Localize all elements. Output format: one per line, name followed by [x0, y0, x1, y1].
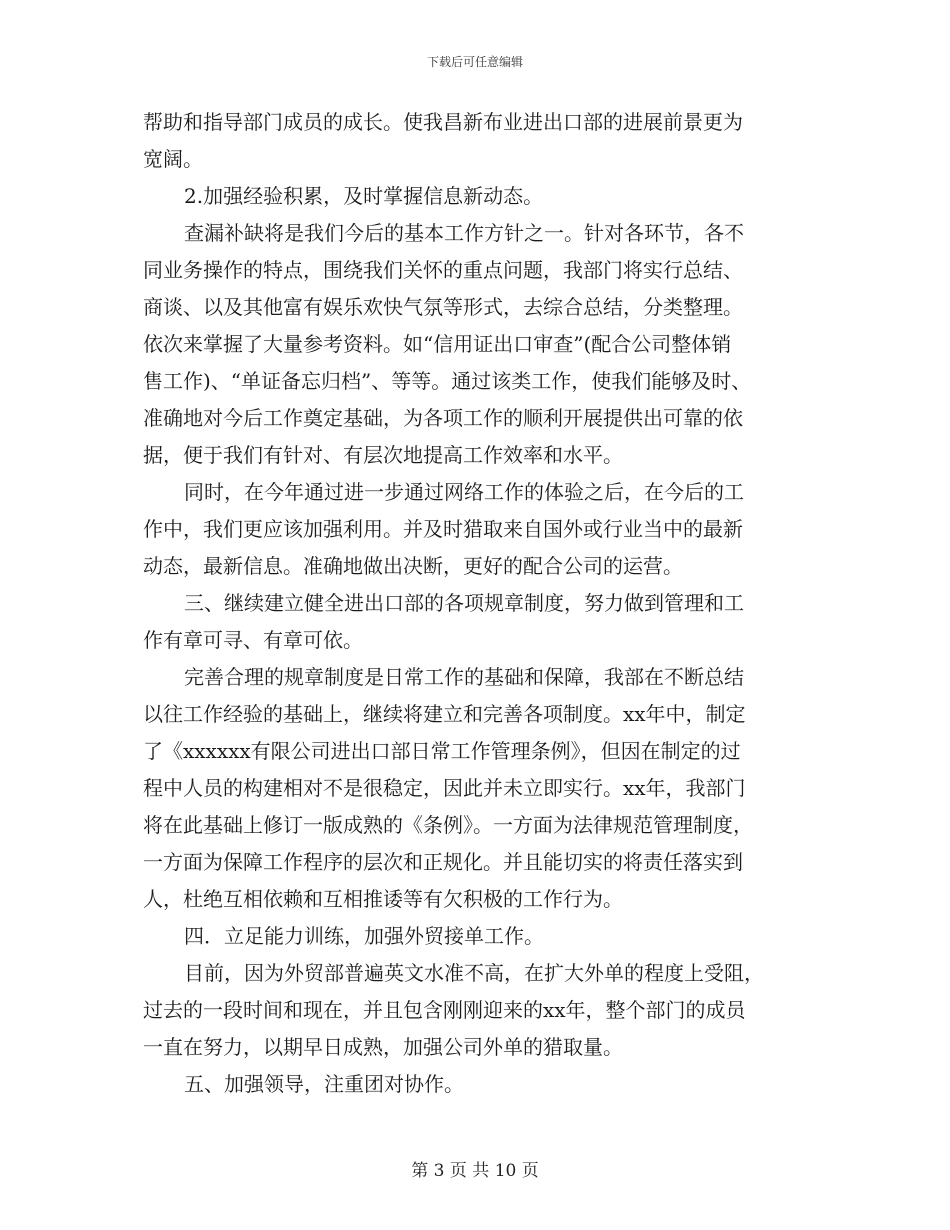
text-line: 售工作)、“单证备忘归档”、等等。通过该类工作，使我们能够及时、 — [143, 369, 752, 393]
text-line: 目前，因为外贸部普遍英文水准不高，在扩大外单的程度上受阻， — [184, 961, 764, 985]
text-line: 准确地对今后工作奠定基础，为各项工作的顺利开展提供出可靠的依 — [143, 406, 743, 430]
text-line: 动态，最新信息。准确地做出决断，更好的配合公司的运营。 — [143, 554, 683, 578]
text-line: 同时，在今年通过进一步通过网络工作的体验之后，在今后的工 — [184, 480, 744, 504]
text-line: 2.加强经验积累，及时掌握信息新动态。 — [184, 184, 544, 208]
text-line: 帮助和指导部门成员的成长。使我昌新布业进出口部的进展前景更为 — [143, 110, 743, 134]
text-line: 商谈、以及其他富有娱乐欢快气氛等形式，去综合总结，分类整理。 — [143, 295, 743, 319]
text-line: 据，便于我们有针对、有层次地提高工作效率和水平。 — [143, 443, 623, 467]
text-line: 以往工作经验的基础上，继续将建立和完善各项制度。xx年中，制定 — [143, 702, 746, 726]
text-line: 三、继续建立健全进出口部的各项规章制度，努力做到管理和工 — [184, 591, 744, 615]
text-line: 作有章可寻、有章可依。 — [143, 628, 363, 652]
document-body — [143, 104, 823, 1103]
text-line: 完善合理的规章制度是日常工作的基础和保障，我部在不断总结 — [184, 665, 744, 689]
text-line: 过去的一段时间和现在，并且包含刚刚迎来的xx年，整个部门的成员 — [143, 998, 746, 1022]
text-line: 程中人员的构建相对不是很稳定，因此并未立即实行。xx年，我部门 — [143, 776, 746, 800]
text-line: 五、加强领导，注重团对协作。 — [184, 1072, 464, 1096]
page-header: 下载后可任意编辑 — [426, 55, 523, 69]
text-line: 作中，我们更应该加强利用。并及时猎取来自国外或行业当中的最新 — [143, 517, 743, 541]
text-line: 宽阔。 — [143, 147, 203, 171]
text-line: 依次来掌握了大量参考资料。如“信用证出口审查”(配合公司整体销 — [143, 332, 732, 356]
text-line: 一方面为保障工作程序的层次和正规化。并且能切实的将责任落实到 — [143, 850, 743, 874]
text-line: 四．立足能力训练，加强外贸接单工作。 — [184, 924, 544, 948]
text-line: 人，杜绝互相依赖和互相推诿等有欠积极的工作行为。 — [143, 887, 623, 911]
text-line: 了《xxxxxx有限公司进出口部日常工作管理条例》，但因在制定的过 — [143, 739, 741, 763]
text-line: 查漏补缺将是我们今后的基本工作方针之一。针对各环节，各不 — [184, 221, 744, 245]
text-line: 一直在努力，以期早日成熟，加强公司外单的猎取量。 — [143, 1035, 623, 1059]
text-line: 同业务操作的特点，围绕我们关怀的重点问题，我部门将实行总结、 — [143, 258, 743, 282]
text-line: 将在此基础上修订一版成熟的《条例》。一方面为法律规范管理制度， — [143, 813, 753, 837]
page-footer: 第 3 页 共 10 页 — [411, 1161, 539, 1181]
